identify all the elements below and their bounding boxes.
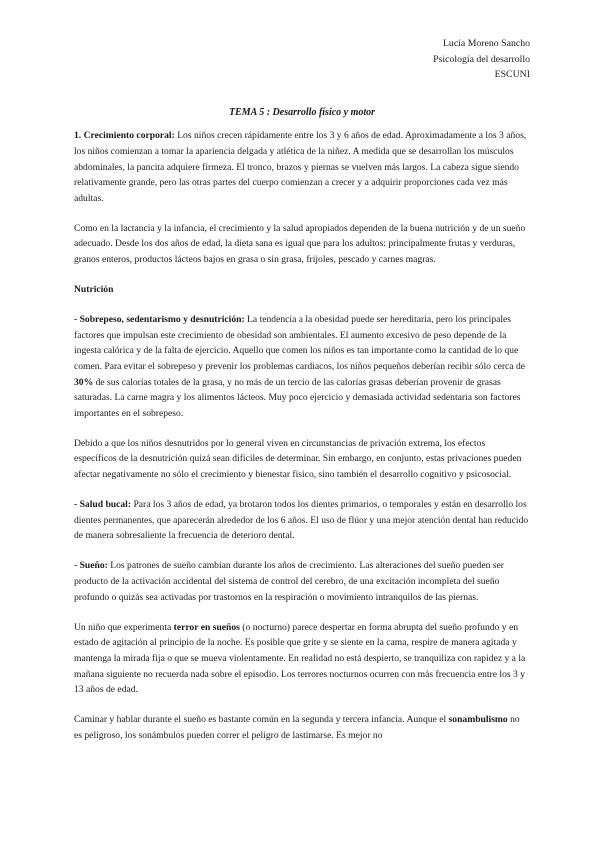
paragraph-sueno: [74, 558, 530, 605]
institution-name: ESCUNI: [494, 69, 530, 81]
text-sonambulismo-before: Caminar y hablar durante el sueño es bastante común en la segunda y tercera infancia. Aunque el: [74, 714, 449, 726]
paragraph-sobrepeso: [74, 312, 530, 421]
text-salud-bucal: Para los 3 años de edad, ya brotaron todos los dientes primarios, o temporales y están en desarrollo los dientes permanentes, que aparecerán alrededor de los 6 años. El uso de flúor y una mejor atención dental han reducido de manera sobresaliente la frecuencia de deterioro dental.: [74, 499, 529, 542]
heading-crecimiento: 1. Crecimiento corporal:: [74, 130, 175, 142]
paragraph-crecimiento: [74, 128, 530, 206]
paragraph-lactancia: Como en la lactancia y la infancia, el crecimiento y la salud apropiados dependen de la buena nutrición y de un sueño adecuado. Desde los dos años de edad, la dieta sana es igual que para los adultos: principalmente frutas y verduras, granos enteros, productos lácteos bajos en grasa o sin grasa, frijoles, pescado y carnes magras.: [74, 222, 526, 266]
text-sueno: Los patrones de sueño cambian durante los años de crecimiento. Las alteraciones del sueño pueden ser producto de la activación accidental del sistema de control del cerebro, de una excitación incompleta del sueño profundo o quizás sea activadas por trastornos en la respiración o movimiento intranquilos de las piernas.: [74, 560, 504, 603]
document-title: TEMA 5 : Desarrollo físico y motor: [228, 106, 376, 118]
text-terror-after: (o nocturno) parece despertar en forma abrupta del sueño profundo y en estado de agitación al principio de la noche. Es posible que grite y se siente en la cama, respire de manera agitada y mantenga la mirada fija o que se mueva violentamente. En realidad no está despierto, se tranquiliza con rapidez y a la mañana siguiente no recuerda nada sobre el episodio. Los terrores nocturnos ocurren con más frecuencia entre los 3 y 13 años de edad.: [74, 621, 526, 696]
author-name: Lucía Moreno Sancho: [442, 38, 530, 49]
term-terror: terror en sueños: [173, 621, 240, 633]
text-terror-before: Un niño que experimenta: [74, 621, 174, 633]
term-sonambulismo: sonambulismo: [448, 714, 508, 726]
paragraph-salud-bucal: [74, 497, 530, 544]
text-sobrepeso-2: de sus calorías totales de la grasa, y no más de un tercio de las calorías grasas deberían provenir de grasas saturadas. La carne magra y los alimentos lácteos. Muy poco ejercicio y demasiada actividad sedentaria son factores importantes en el sobrepeso.: [74, 376, 521, 419]
heading-sueno: - Sueño:: [74, 560, 108, 572]
document-header: [74, 36, 530, 83]
paragraph-desnutridos: Debido a que los niños desnutridos por lo general viven en circunstancias de privación extrema, los efectos específicos de la desnutrición quizá sean difíciles de determinar. Sin embargo, en conjunto, estas privaciones pueden afectar negativamente no sólo el crecimiento y bienestar físico, sino también el desarrollo cognitivo y psicosocial.: [74, 437, 522, 481]
percent-grasa: 30%: [74, 376, 94, 388]
text-sonambulismo-after: no es peligroso, los sonámbulos pueden correr el peligro de lastimarse. Es mejor no: [74, 714, 520, 741]
subject-name: Psicología del desarrollo: [433, 53, 530, 65]
text-sobrepeso: La tendencia a la obesidad puede ser hereditaria, pero los principales factores que impulsan este crecimiento de obesidad son ambientales. El aumento excesivo de peso depende de la ingesta calórica y de la falta de ejercicio. Aquello que comen los niños es tan importante como la cantidad de lo que comen. Para evitar el sobrepeso y prevenir los problemas cardiacos, los niños pequeños deberían recibir sólo cerca de: [74, 314, 526, 372]
paragraph-sonambulismo: [74, 712, 530, 743]
heading-salud-bucal: - Salud bucal:: [74, 499, 132, 511]
heading-sobrepeso: - Sobrepeso, sedentarismo y desnutrición:: [74, 314, 245, 326]
heading-nutricion: Nutrición: [74, 284, 114, 296]
paragraph-terror: [74, 620, 530, 698]
text-crecimiento: Los niños crecen rápidamente entre los 3 y 6 años de edad. Aproximadamente a los 3 años, los niños comienzan a tomar la apariencia delgada y atlética de la niñez. A medida que se desarrollan los músculos abdominales, la pancita adquiere firmeza. El tronco, brazos y piernas se vuelven más largos. La cabeza sigue siendo relativamente grande, pero las otras partes del cuerpo comienzan a crecer y a adquirir proporciones cada vez más adultas.: [74, 130, 527, 204]
